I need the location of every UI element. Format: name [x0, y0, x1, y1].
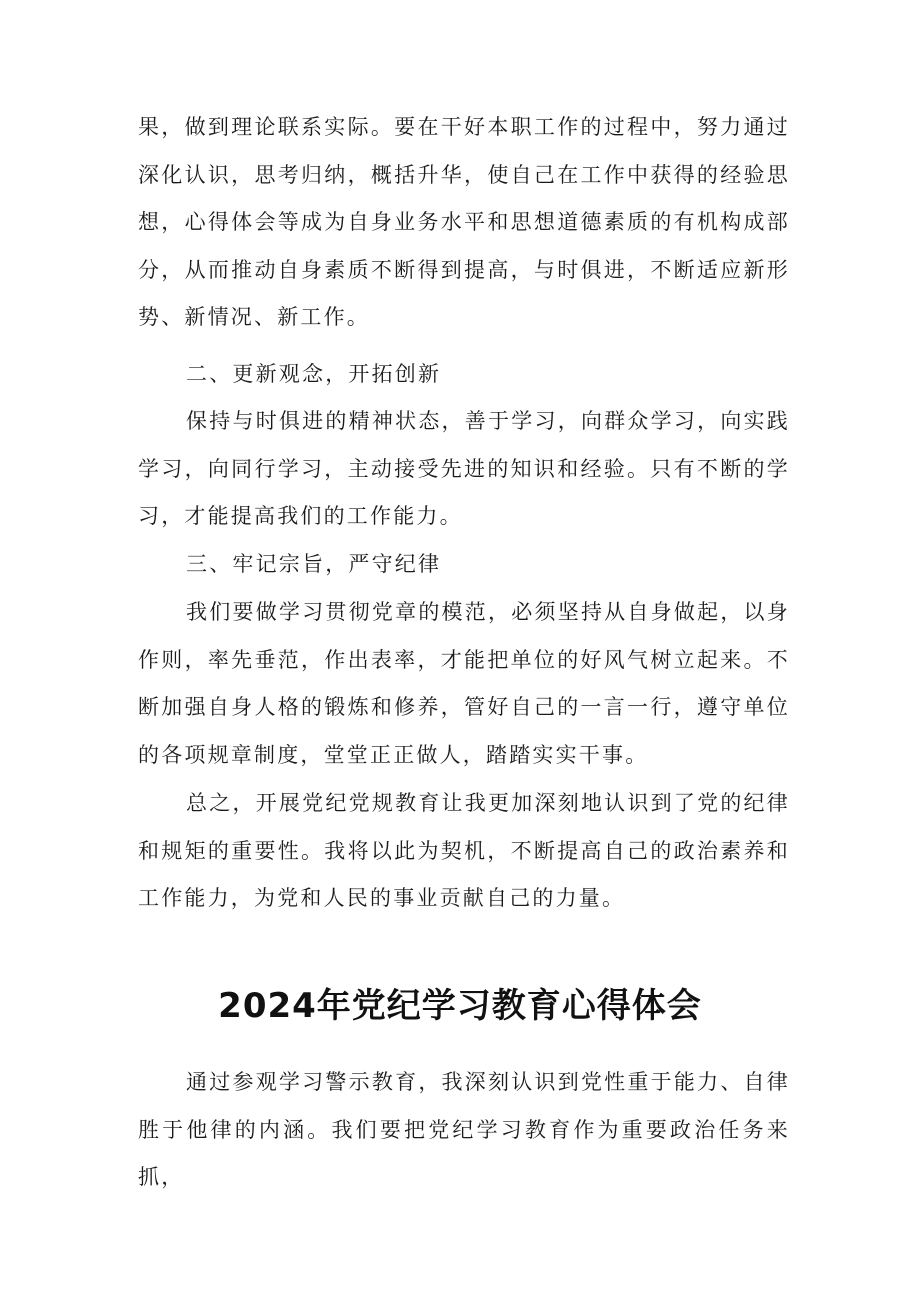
document-title: 2024年党纪学习教育心得体会 — [218, 986, 702, 1026]
body-paragraph-intro: 通过参观学习警示教育，我深刻认识到党性重于能力、自律胜于他律的内涵。我们要把党纪学习教育作为重要政治任务来抓， — [138, 1070, 790, 1190]
body-paragraph-learning: 保持与时俱进的精神状态，善于学习，向群众学习，向实践学习，向同行学习，主动接受先进的知识和经验。只有不断的学习，才能提高我们的工作能力。 — [138, 409, 790, 529]
body-paragraph-continuation: 果，做到理论联系实际。要在干好本职工作的过程中，努力通过深化认识，思考归纳，概括升华，使自己在工作中获得的经验思想，心得体会等成为自身业务水平和思想道德素质的有机构成部分，从而推动自身素质不断得到提高，与时俱进，不断适应新形势、新情况、新工作。 — [138, 115, 790, 330]
body-paragraph-discipline: 我们要做学习贯彻党章的模范，必须坚持从自身做起，以身作则，率先垂范，作出表率，才能把单位的好风气树立起来。不断加强自身人格的锻炼和修养，管好自己的一言一行，遵守单位的各项规章制度，堂堂正正做人，踏踏实实干事。 — [138, 600, 790, 767]
section-heading-two: 二、更新观念，开拓创新 — [186, 362, 442, 386]
body-paragraph-conclusion: 总之，开展党纪党规教育让我更加深刻地认识到了党的纪律和规矩的重要性。我将以此为契机，不断提高自己的政治素养和工作能力，为党和人民的事业贡献自己的力量。 — [138, 791, 790, 911]
section-heading-three: 三、牢记宗旨，严守纪律 — [186, 552, 442, 576]
